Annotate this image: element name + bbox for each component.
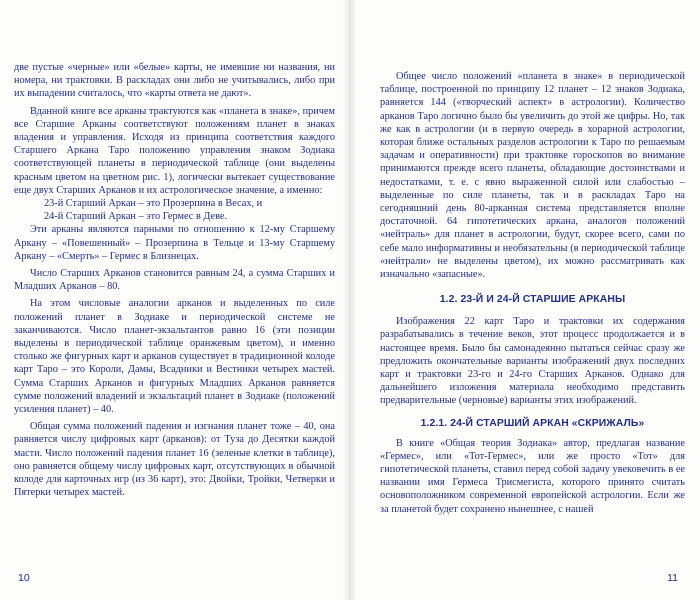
paragraph: В книге «Общая теория Зодиака» автор, предлагая название «Гермес», или «Тот-Гермес», или же просто «Тот» для гипотетической планеты, ставил перед собой задачу увековечить в ее названии имя Гермеса Трисмегиста, которого принято считать основоположником современной европейской астрологии. Если же за планетой будет сохранено нынешнее, с нашей [380,437,685,515]
paragraph: Число Старших Арканов становится равным 24, а сумма Старших и Младших Арканов – 80. [14,268,335,293]
paragraph: Общая сумма положений падения и изгнания планет тоже – 40, она равняется числу цифровых карт (арканов): от Туза до Десятки каждой масти. Число положений падения планет 16 (зеленые клетки в таблице), оно равняется общему числу цифровых карт, отсутствующих в обычной колоде для карточных игр (из 36 карт), это: Двойки, Тройки, Четверки и Пятерки четырех мастей. [14,421,335,499]
section-heading: 1.2. 23-Й И 24-Й СТАРШИЕ АРКАНЫ [439,294,626,306]
paragraph: Общее число положений «планета в знаке» в периодической таблице, построенной по принципу 12 планет – 12 знаков Зодиака, равняется 144 («творческий аспект» в астрологии). Количество арканов Таро логично было бы увеличить до этой же цифры. Но, так же как в астрологии (и в первую очередь в хорарной астрологии, которая ближе остальных разделов астрологии к Таро по решаемым задачам и оперативности) при трактовке гороскопов во внимание принимаются прежде всего планеты, обладающие достоинствами и недостатками, т. е. с явно выраженной силой или слабостью – выделенные по силе планеты, так и в раскладах Таро на сегодняшний день 80-арканная система представляется вполне достаточной. 64 гипотетических аркана, аналогов положений «нейтраль» для планет в астрологии, будут, скорее всего, сами по себе мало информативны и необязательны (в периодической таблице «нейтрали» не выделены цветом), их можно рассматривать как изначально «запасные». [380,71,685,281]
paragraph: две пустые «черные» или «белые» карты, не имевшие ни названия, ни номера, ни трактовки. В раскладах они либо не учитывались, либо при их выпадении считалось, что «карты ответа не дают». [14,62,335,100]
left-page [0,0,345,600]
page-number: 11 [667,572,678,584]
paragraph: Эти арканы являются парными по отношению к 12-му Старшему Аркану – «Повешенный» – Прозерпина в Тельце и 13-му Старшему Аркану – «Смерть» – Гермес в Близнецах. [14,224,335,262]
paragraph: 23-й Старший Аркан – это Прозерпина в Весах, и [44,198,263,210]
subsection-heading: 1.2.1. 24-Й СТАРШИЙ АРКАН «СКРИЖАЛЬ» [420,417,645,429]
paragraph: 24-й Старший Аркан – это Гермес в Деве. [44,211,228,223]
paragraph: Изображения 22 карт Таро и трактовки их содержания разрабатывались в течение веков, этот процесс продолжается и в настоящее время. Было бы самонадеянно пытаться сейчас сразу же предложить окончательные варианты изображений двух последних карт и трактовки 23-го и 24-го Старших Арканов. Однако для дальнейшего изложения материала необходимо представить предварительные (черновые) варианты этих изображений. [380,316,685,407]
page-number: 10 [18,572,30,584]
right-page [355,0,700,600]
paragraph: Вданной книге все арканы трактуются как «планета в знаке», причем все Старшие Арканы соответствуют положениям планет в знаках владения и управления. Исходя из принципа соответствия каждого Старшего Аркана Таро положению управления знаком Зодиака соответствующей планеты в периодической таблице (они выделены красным цветом на цветном рис. 1), логически вытекает существование еще двух Старших Арканов и их астрологическое значение, а именно: [14,105,335,196]
paragraph: На этом числовые аналогии арканов и выделенных по силе положений планет в Зодиаке и периодической системе не заканчиваются. Число планет-экзальтантов равно 16 (эти позиции выделены в периодической таблице оранжевым цветом), и именно столько же фигурных карт и арканов существует в традиционной колоде карт Таро – это Короли, Дамы, Всадники и Вестники четырех мастей. Сумма Старших Арканов и фигурных Младших Арканов равняется сумме положений владений и экзальтаций планет в Зодиаке (положений усиления планет) – 40. [14,298,335,416]
